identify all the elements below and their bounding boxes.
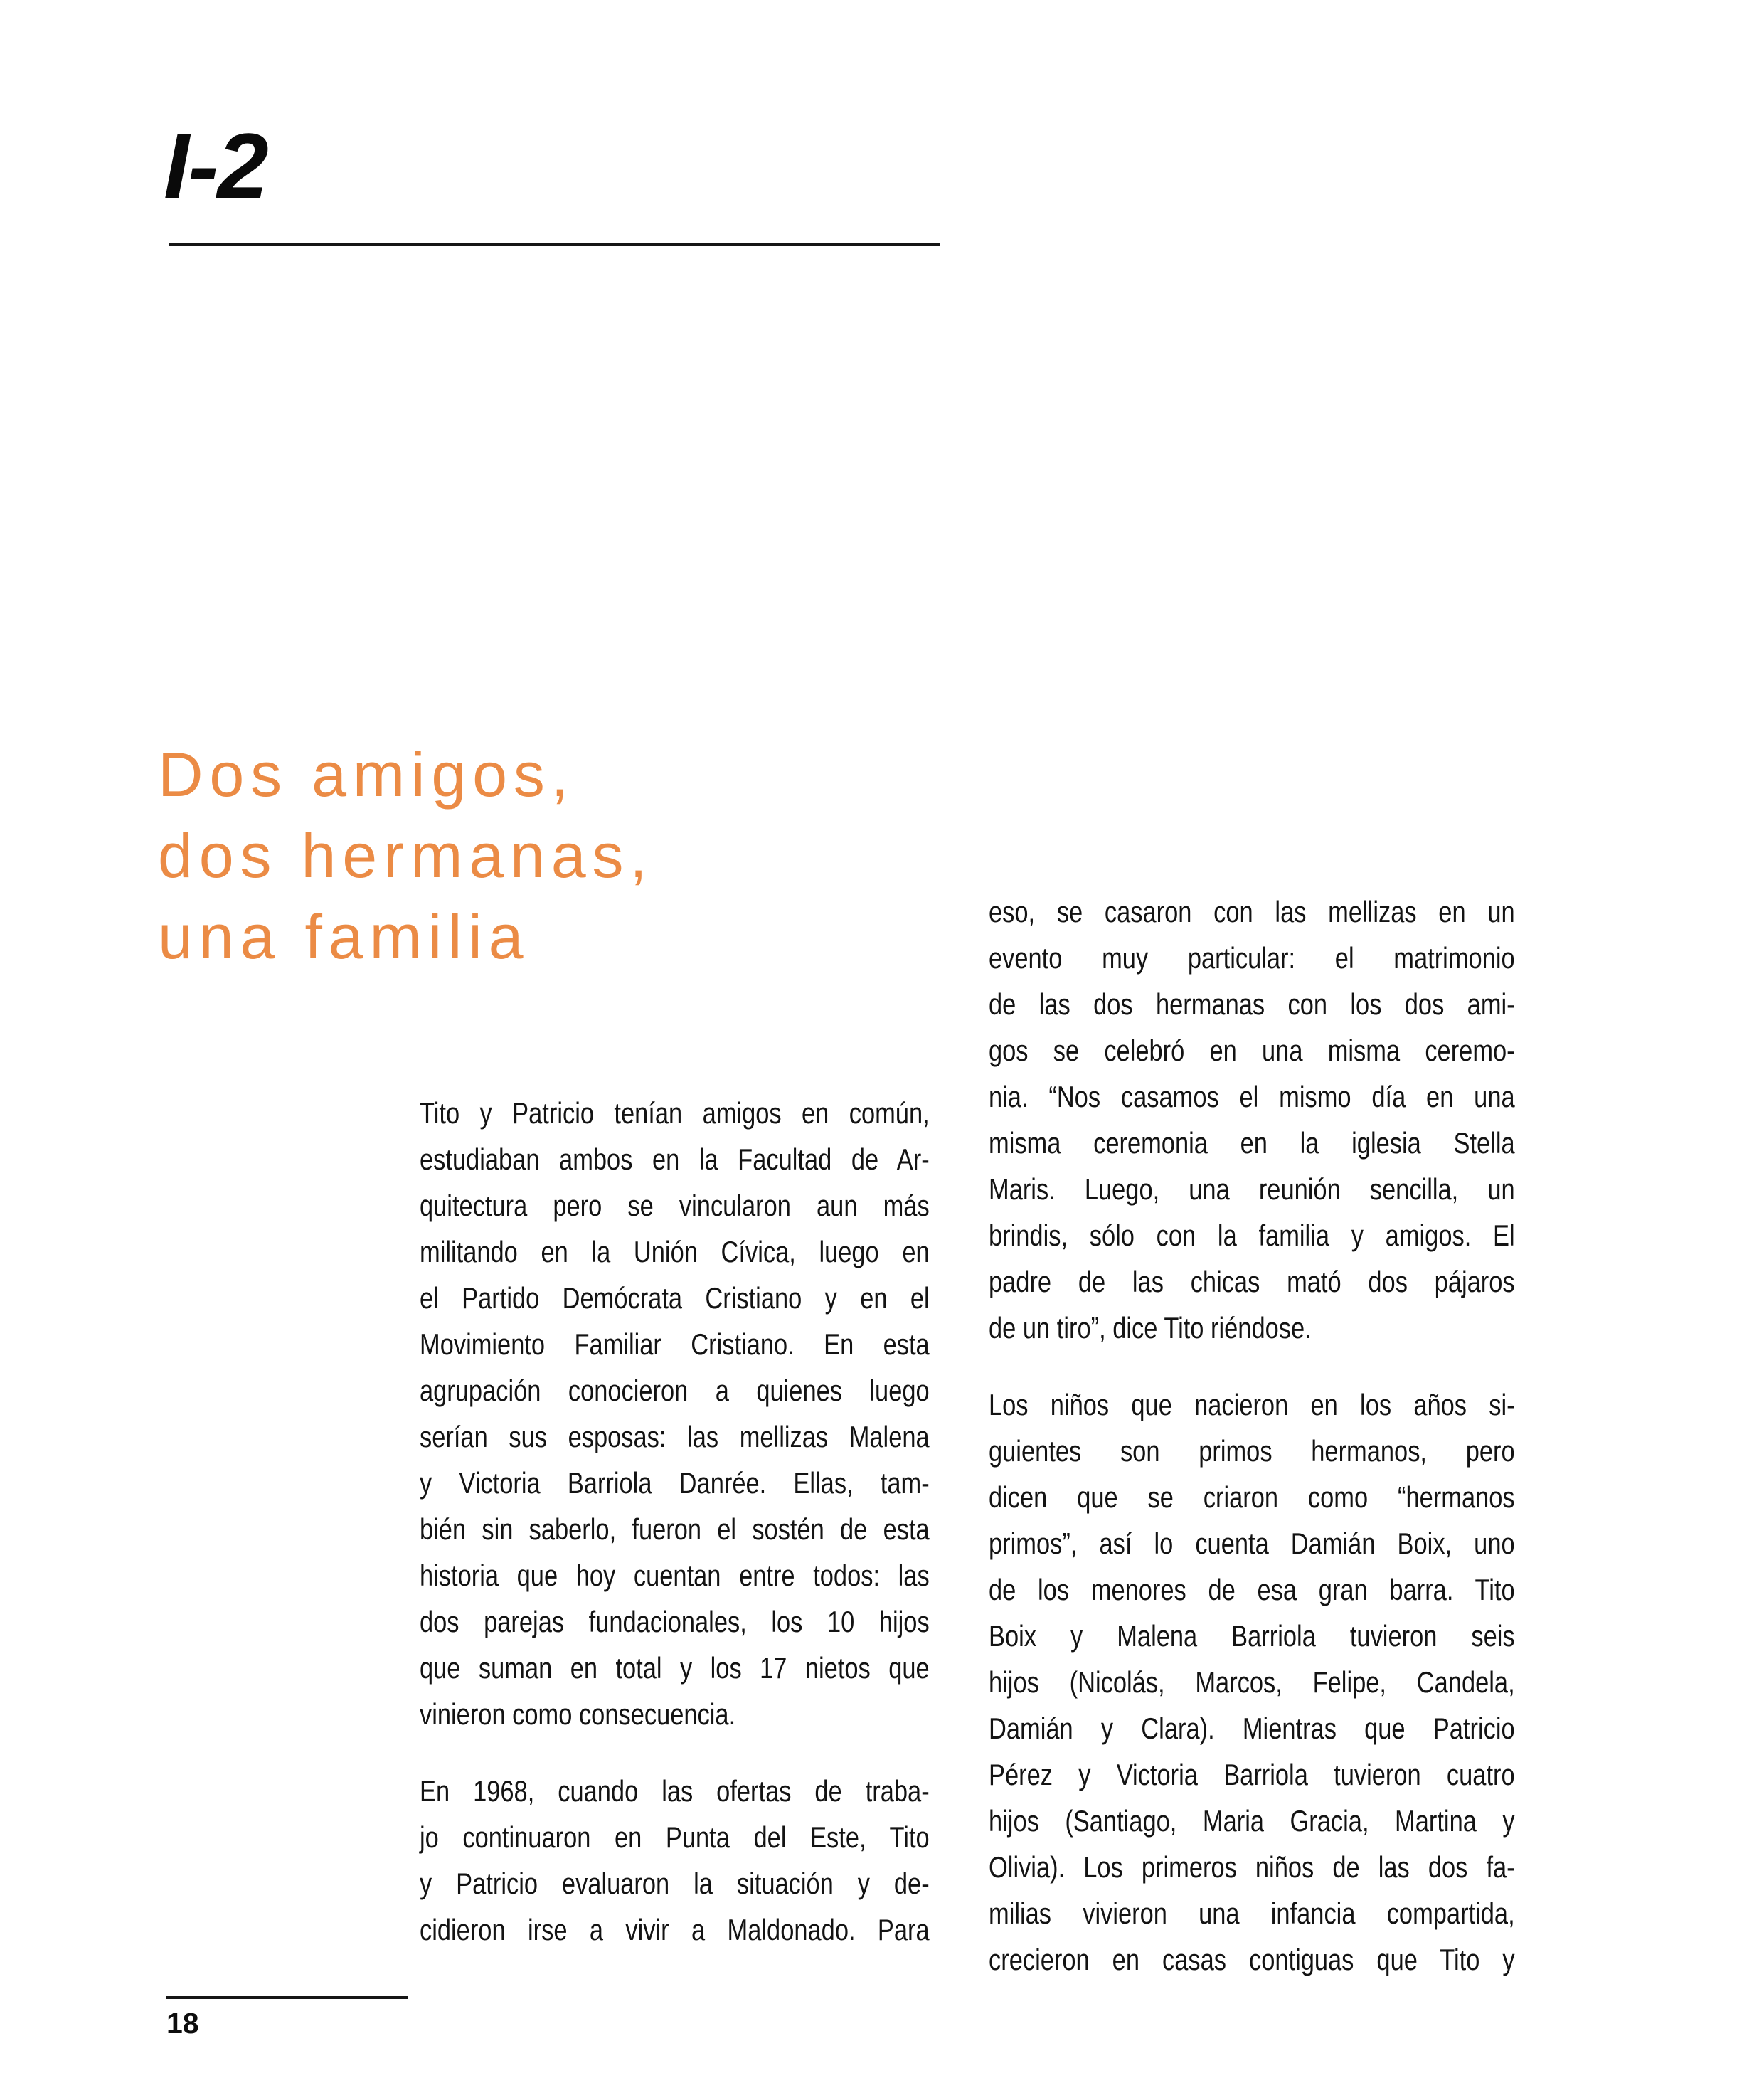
text-column-left-content — [420, 1090, 930, 1953]
text-line: cidieron irse a vivir a Maldonado. Para — [420, 1913, 930, 1946]
text-line: historia que hoy cuentan entre todos: las — [420, 1559, 930, 1592]
text-line: padre de las chicas mató dos pájaros — [989, 1265, 1515, 1298]
text-line: de un tiro”, dice Tito riéndose. — [989, 1311, 1312, 1345]
text-line: y Patricio evaluaron la situación y de- — [420, 1867, 930, 1900]
text-line: que suman en total y los 17 nietos que — [420, 1651, 930, 1685]
text-line: vinieron como consecuencia. — [420, 1697, 736, 1731]
text-line: hijos (Santiago, Maria Gracia, Martina y — [989, 1804, 1515, 1838]
text-line: bién sin saberlo, fueron el sostén de esta — [420, 1512, 930, 1546]
text-line: Los niños que nacieron en los años si- — [989, 1388, 1515, 1421]
text-line: dicen que se criaron como “hermanos — [989, 1480, 1515, 1514]
chapter-title-line: una familia — [158, 901, 530, 972]
footer-rule-divider — [166, 1996, 408, 1999]
text-line: Tito y Patricio tenían amigos en común, — [420, 1096, 930, 1130]
text-line: Movimiento Familiar Cristiano. En esta — [420, 1327, 930, 1361]
paragraph — [420, 1768, 930, 1953]
text-line: Pérez y Victoria Barriola tuvieron cuatro — [989, 1758, 1515, 1791]
paragraph — [420, 1090, 930, 1737]
text-line: de las dos hermanas con los dos ami- — [989, 987, 1515, 1021]
chapter-title-line: Dos amigos, — [158, 739, 575, 810]
text-line: misma ceremonia en la iglesia Stella — [989, 1126, 1515, 1160]
page-number: 18 — [166, 2007, 199, 2040]
section-label: I-2 — [164, 114, 267, 218]
text-column-right-content — [989, 889, 1515, 1983]
text-line: milias vivieron una infancia compartida, — [989, 1897, 1515, 1930]
text-line: dos parejas fundacionales, los 10 hijos — [420, 1605, 930, 1638]
chapter-title-line: dos hermanas, — [158, 820, 654, 891]
text-line: el Partido Demócrata Cristiano y en el — [420, 1281, 930, 1315]
text-line: agrupación conocieron a quienes luego — [420, 1374, 930, 1407]
text-line: primos”, así lo cuenta Damián Boix, uno — [989, 1527, 1515, 1560]
text-line: Boix y Malena Barriola tuvieron seis — [989, 1619, 1515, 1653]
text-line: brindis, sólo con la familia y amigos. El — [989, 1219, 1515, 1252]
text-column-left — [420, 1090, 930, 1983]
text-line: nia. “Nos casamos el mismo día en una — [989, 1080, 1515, 1113]
text-line: estudiaban ambos en la Facultad de Ar- — [420, 1142, 930, 1176]
chapter-title — [158, 734, 654, 977]
text-line: crecieron en casas contiguas que Tito y — [989, 1943, 1515, 1976]
text-line: Damián y Clara). Mientras que Patricio — [989, 1712, 1515, 1745]
text-line: En 1968, cuando las ofertas de traba- — [420, 1774, 930, 1808]
text-line: evento muy particular: el matrimonio — [989, 941, 1515, 975]
text-line: eso, se casaron con las mellizas en un — [989, 895, 1515, 928]
text-line: Maris. Luego, una reunión sencilla, un — [989, 1172, 1515, 1206]
text-column-right — [989, 889, 1515, 2013]
text-line: de los menores de esa gran barra. Tito — [989, 1573, 1515, 1606]
text-line: jo continuaron en Punta del Este, Tito — [420, 1820, 930, 1854]
text-line: serían sus esposas: las mellizas Malena — [420, 1420, 930, 1453]
paragraph — [989, 889, 1515, 1351]
text-line: Olivia). Los primeros niños de las dos fa- — [989, 1850, 1515, 1884]
text-line: hijos (Nicolás, Marcos, Felipe, Candela, — [989, 1665, 1515, 1699]
text-line: guientes son primos hermanos, pero — [989, 1434, 1515, 1468]
text-line: militando en la Unión Cívica, luego en — [420, 1235, 930, 1268]
section-rule-divider — [169, 243, 940, 246]
text-line: quitectura pero se vincularon aun más — [420, 1189, 930, 1222]
paragraph — [989, 1382, 1515, 1983]
text-line: gos se celebró en una misma ceremo- — [989, 1034, 1515, 1067]
text-line: y Victoria Barriola Danrée. Ellas, tam- — [420, 1466, 930, 1500]
